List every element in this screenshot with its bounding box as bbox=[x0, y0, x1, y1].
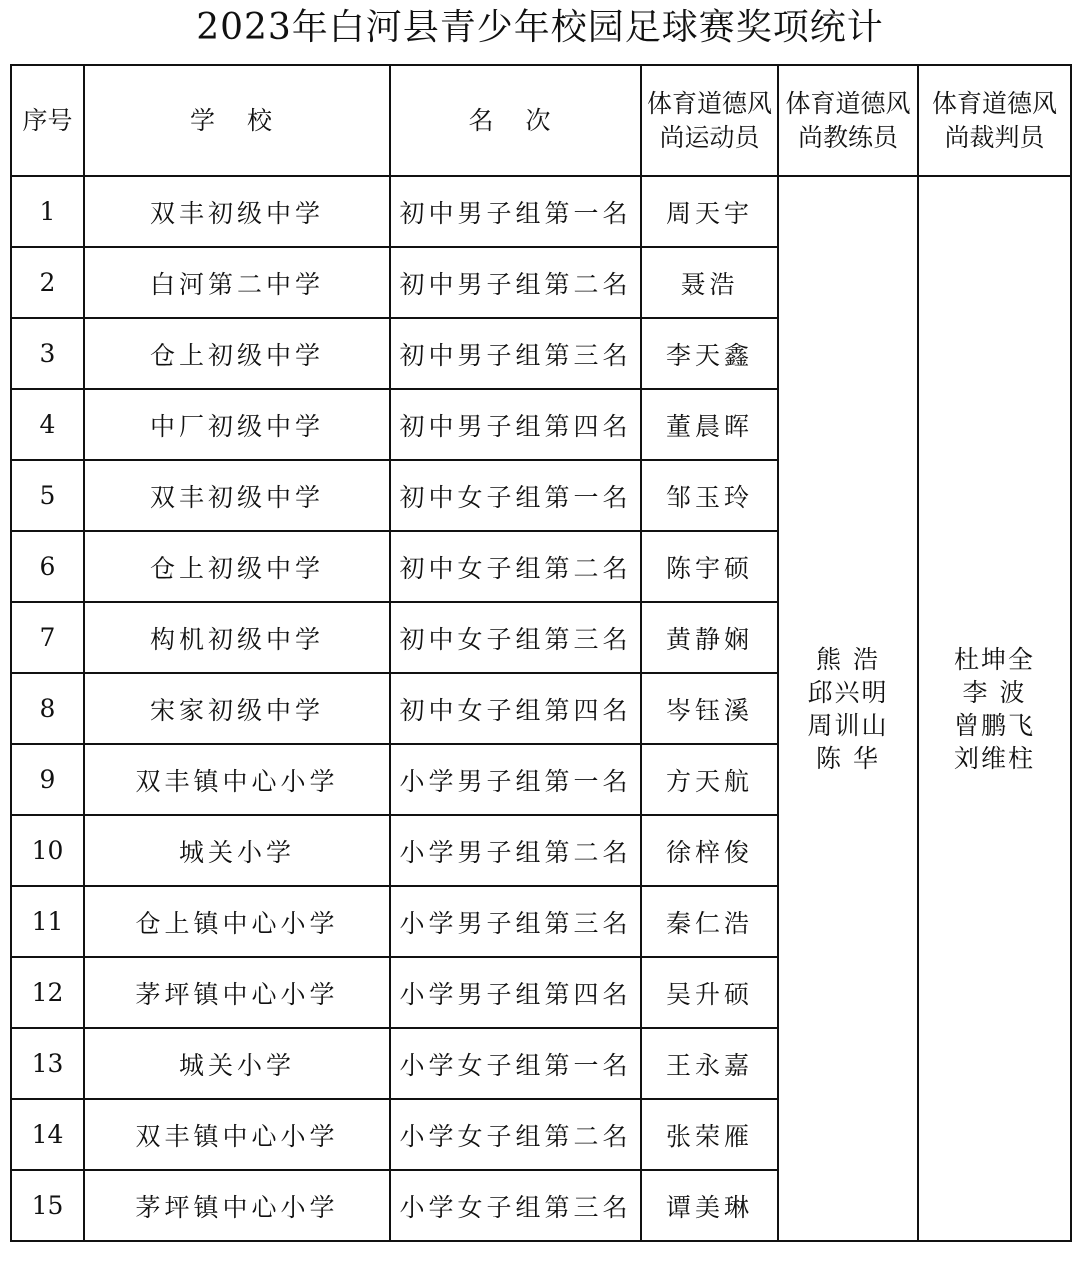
row-athlete: 张荣雁 bbox=[641, 1099, 778, 1170]
row-school: 仓上镇中心小学 bbox=[84, 886, 390, 957]
row-rank: 初中男子组第四名 bbox=[390, 389, 641, 460]
row-athlete: 徐梓俊 bbox=[641, 815, 778, 886]
row-athlete: 谭美琳 bbox=[641, 1170, 778, 1241]
header-coach bbox=[778, 65, 918, 176]
row-school: 白河第二中学 bbox=[84, 247, 390, 318]
awards-table bbox=[10, 64, 1072, 1242]
row-athlete: 董晨晖 bbox=[641, 389, 778, 460]
row-school: 城关小学 bbox=[84, 1028, 390, 1099]
row-index: 5 bbox=[11, 460, 84, 531]
row-school: 茅坪镇中心小学 bbox=[84, 1170, 390, 1241]
row-index: 15 bbox=[11, 1170, 84, 1241]
row-rank: 小学男子组第二名 bbox=[390, 815, 641, 886]
row-rank: 小学女子组第三名 bbox=[390, 1170, 641, 1241]
referee-name: 李 波 bbox=[962, 677, 1027, 707]
row-rank: 初中女子组第二名 bbox=[390, 531, 641, 602]
header-athlete bbox=[641, 65, 778, 176]
row-athlete: 黄静娴 bbox=[641, 602, 778, 673]
row-school: 中厂初级中学 bbox=[84, 389, 390, 460]
header-row bbox=[11, 65, 1071, 176]
row-index: 7 bbox=[11, 602, 84, 673]
row-school: 构机初级中学 bbox=[84, 602, 390, 673]
row-index: 11 bbox=[11, 886, 84, 957]
row-index: 6 bbox=[11, 531, 84, 602]
row-index: 8 bbox=[11, 673, 84, 744]
row-athlete: 吴升硕 bbox=[641, 957, 778, 1028]
row-rank: 初中男子组第二名 bbox=[390, 247, 641, 318]
row-rank: 初中女子组第一名 bbox=[390, 460, 641, 531]
row-rank: 小学男子组第一名 bbox=[390, 744, 641, 815]
row-athlete: 方天航 bbox=[641, 744, 778, 815]
header-athlete-line2: 尚运动员 bbox=[659, 122, 760, 152]
row-school: 双丰镇中心小学 bbox=[84, 744, 390, 815]
row-school: 仓上初级中学 bbox=[84, 318, 390, 389]
header-coach-line1: 体育道德风 bbox=[785, 88, 911, 118]
coach-name: 邱兴明 bbox=[807, 677, 889, 707]
row-index: 2 bbox=[11, 247, 84, 318]
referee-name: 曾鹏飞 bbox=[953, 710, 1035, 740]
header-rank: 名 次 bbox=[390, 65, 641, 176]
row-rank: 初中女子组第四名 bbox=[390, 673, 641, 744]
coach-name: 陈 华 bbox=[816, 743, 880, 773]
row-index: 13 bbox=[11, 1028, 84, 1099]
row-athlete: 王永嘉 bbox=[641, 1028, 778, 1099]
row-rank: 小学女子组第一名 bbox=[390, 1028, 641, 1099]
row-index: 1 bbox=[11, 176, 84, 247]
header-referee-line2: 尚裁判员 bbox=[944, 122, 1045, 152]
row-school: 宋家初级中学 bbox=[84, 673, 390, 744]
referees-cell bbox=[918, 176, 1071, 1241]
row-school: 双丰镇中心小学 bbox=[84, 1099, 390, 1170]
page-title: 2023年白河县青少年校园足球赛奖项统计 bbox=[196, 7, 884, 48]
referee-name: 杜坤全 bbox=[953, 644, 1035, 674]
row-index: 9 bbox=[11, 744, 84, 815]
row-school: 茅坪镇中心小学 bbox=[84, 957, 390, 1028]
row-school: 双丰初级中学 bbox=[84, 176, 390, 247]
row-rank: 小学男子组第三名 bbox=[390, 886, 641, 957]
row-rank: 初中男子组第三名 bbox=[390, 318, 641, 389]
row-index: 3 bbox=[11, 318, 84, 389]
row-rank: 小学男子组第四名 bbox=[390, 957, 641, 1028]
row-index: 10 bbox=[11, 815, 84, 886]
row-rank: 初中女子组第三名 bbox=[390, 602, 641, 673]
referee-name: 刘维柱 bbox=[953, 743, 1035, 773]
row-athlete: 李天鑫 bbox=[641, 318, 778, 389]
header-coach-line2: 尚教练员 bbox=[797, 122, 898, 152]
coach-name: 熊 浩 bbox=[816, 644, 880, 674]
row-index: 4 bbox=[11, 389, 84, 460]
row-index: 14 bbox=[11, 1099, 84, 1170]
coach-name: 周训山 bbox=[807, 710, 889, 740]
row-athlete: 秦仁浩 bbox=[641, 886, 778, 957]
row-rank: 小学女子组第二名 bbox=[390, 1099, 641, 1170]
row-school: 仓上初级中学 bbox=[84, 531, 390, 602]
row-athlete: 聂浩 bbox=[641, 247, 778, 318]
row-athlete: 邹玉玲 bbox=[641, 460, 778, 531]
header-index: 序号 bbox=[11, 65, 84, 176]
header-referee-line1: 体育道德风 bbox=[931, 88, 1057, 118]
table-row bbox=[11, 176, 1071, 247]
header-referee bbox=[918, 65, 1071, 176]
header-athlete-line1: 体育道德风 bbox=[646, 88, 772, 118]
row-athlete: 周天宇 bbox=[641, 176, 778, 247]
header-school: 学 校 bbox=[84, 65, 390, 176]
row-rank: 初中男子组第一名 bbox=[390, 176, 641, 247]
row-athlete: 陈宇硕 bbox=[641, 531, 778, 602]
row-index: 12 bbox=[11, 957, 84, 1028]
row-athlete: 岑钰溪 bbox=[641, 673, 778, 744]
row-school: 双丰初级中学 bbox=[84, 460, 390, 531]
row-school: 城关小学 bbox=[84, 815, 390, 886]
coaches-cell bbox=[778, 176, 918, 1241]
